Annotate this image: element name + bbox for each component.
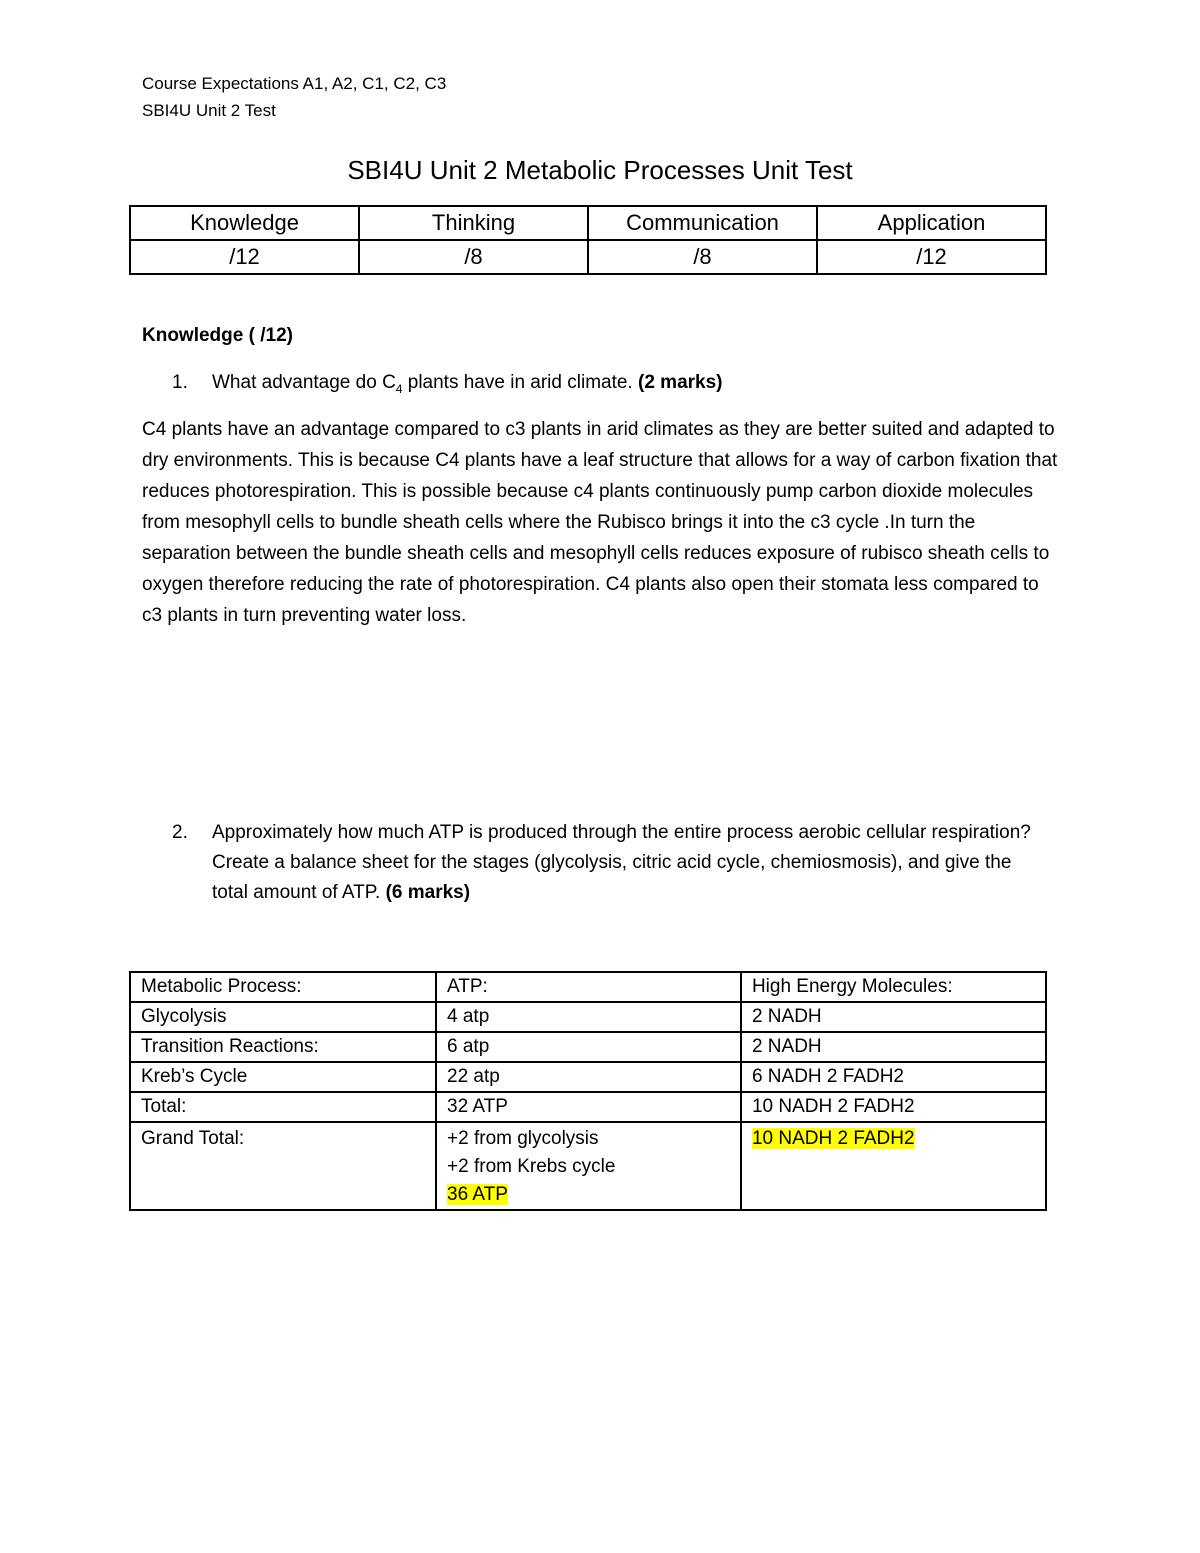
marks-value-thinking: /8 — [359, 240, 588, 274]
atp-cell-process: Transition Reactions: — [130, 1032, 436, 1062]
table-row — [130, 1062, 1046, 1092]
marks-table-value-row — [130, 240, 1046, 274]
table-row — [130, 1092, 1046, 1122]
question-1-number: 1. — [172, 372, 188, 393]
atp-cell-molecules: 10 NADH 2 FADH2 — [741, 1092, 1046, 1122]
question-2-text — [212, 818, 1042, 908]
course-expectations: Course Expectations A1, A2, C1, C2, C3 — [142, 74, 447, 93]
atp-header-atp: ATP: — [436, 972, 741, 1002]
atp-cell-atp: 4 atp — [436, 1002, 741, 1032]
atp-cell-molecules: 6 NADH 2 FADH2 — [741, 1062, 1046, 1092]
question-2-marks: (6 marks) — [385, 882, 471, 903]
marks-value-knowledge: /12 — [130, 240, 359, 274]
marks-value-communication: /8 — [588, 240, 817, 274]
question-1-text — [212, 368, 1042, 404]
atp-header-process: Metabolic Process: — [130, 972, 436, 1002]
unit-label: SBI4U Unit 2 Test — [142, 101, 276, 120]
question-1-answer: C4 plants have an advantage compared to c3 plants in arid climates as they are better suited and adapted to dry environments. This is because C4 plants have a leaf structure that allows for a way of carbon fixation that reduces photorespiration. This is possible because c4 plants continuously pump carbon dioxide molecules from mesophyll cells to bundle sheath cells where the Rubisco brings it into the c3 cycle .In turn the separation between the bundle sheath cells and mesophyll cells reduces exposure of rubisco sheath cells to oxygen therefore reducing the rate of photorespiration. C4 plants also open their stomata less compared to c3 plants in turn preventing water loss. — [142, 419, 1058, 626]
marks-header-communication: Communication — [588, 206, 817, 240]
atp-cell-atp: 32 ATP — [436, 1092, 741, 1122]
grand-total-row — [130, 1122, 1046, 1210]
grand-total-molecules-value: 10 NADH 2 FADH2 — [751, 1128, 915, 1149]
question-1-marks: (2 marks) — [638, 372, 723, 393]
question-1-subscript: 4 — [395, 381, 403, 396]
grand-total-molecules — [741, 1122, 1046, 1210]
question-1-text-after: plants have in arid climate. — [402, 372, 638, 393]
grand-total-atp-line: +2 from Krebs cycle — [447, 1156, 616, 1177]
marks-table-header-row — [130, 206, 1046, 240]
section-heading-knowledge: Knowledge ( /12) — [142, 325, 293, 346]
atp-cell-molecules: 2 NADH — [741, 1032, 1046, 1062]
marks-header-thinking: Thinking — [359, 206, 588, 240]
question-2-body: Approximately how much ATP is produced through the entire process aerobic cellular respiration? Create a balance sheet for the stages (glycolysis, citric acid cycle, chemiosmosis), and give the total amount of ATP. — [212, 822, 1031, 903]
question-1 — [172, 368, 1042, 404]
grand-total-atp-line: +2 from glycolysis — [447, 1128, 599, 1149]
marks-value-application: /12 — [817, 240, 1046, 274]
grand-total-atp — [436, 1122, 741, 1210]
atp-balance-table — [129, 971, 1047, 1211]
atp-cell-molecules: 2 NADH — [741, 1002, 1046, 1032]
question-2 — [172, 818, 1042, 908]
question-1-text-before: What advantage do C — [212, 372, 396, 393]
marks-header-application: Application — [817, 206, 1046, 240]
atp-table-header-row — [130, 972, 1046, 1002]
table-row — [130, 1032, 1046, 1062]
marks-header-knowledge: Knowledge — [130, 206, 359, 240]
table-row — [130, 1002, 1046, 1032]
grand-total-label: Grand Total: — [130, 1122, 436, 1210]
atp-cell-process: Glycolysis — [130, 1002, 436, 1032]
atp-header-molecules: High Energy Molecules: — [741, 972, 1046, 1002]
marks-table — [129, 205, 1047, 275]
atp-cell-atp: 22 atp — [436, 1062, 741, 1092]
atp-cell-process: Kreb’s Cycle — [130, 1062, 436, 1092]
atp-cell-atp: 6 atp — [436, 1032, 741, 1062]
atp-cell-process: Total: — [130, 1092, 436, 1122]
grand-total-atp-value: 36 ATP — [447, 1184, 508, 1205]
page-title: SBI4U Unit 2 Metabolic Processes Unit Test — [347, 155, 853, 185]
question-2-number: 2. — [172, 822, 188, 843]
